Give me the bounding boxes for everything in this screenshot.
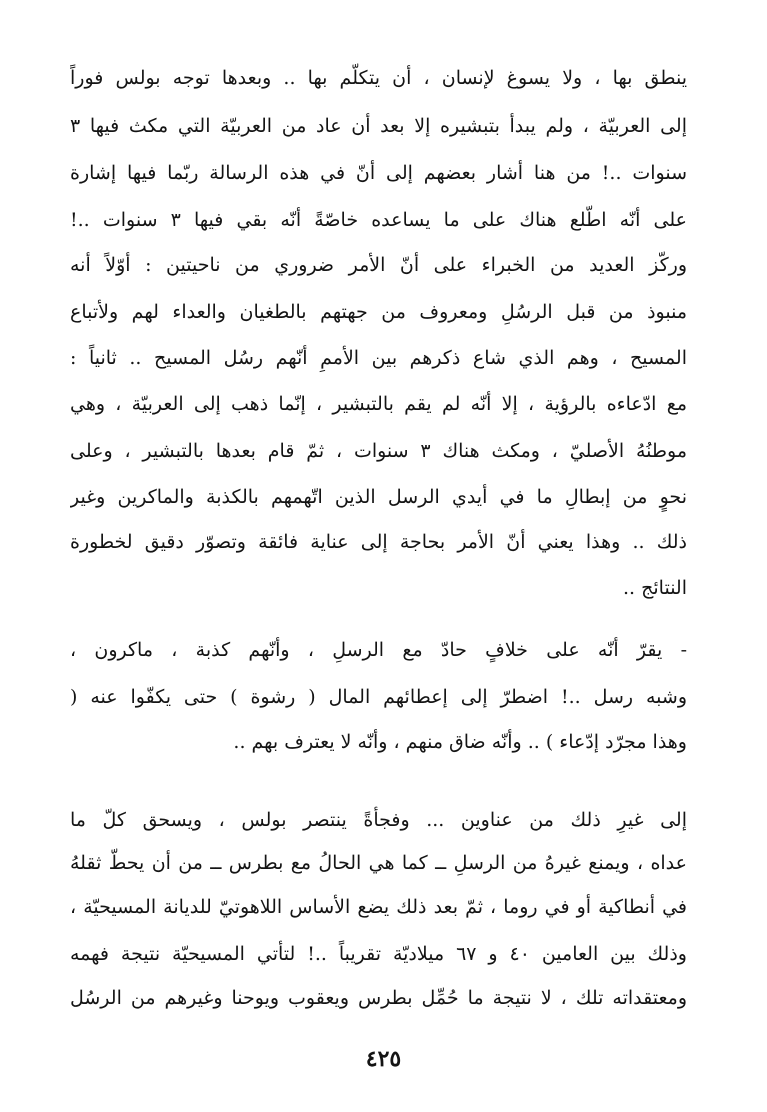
text-line: موطنُهُ الأصليّ ، ومكث هناك ٣ سنوات ، ثمّ قام بعدها بالتبشير ، وعلى — [70, 440, 687, 462]
text-line: المسيح ، وهم الذي شاع ذكرهم بين الأممِ أنّهم رسُل المسيح .. ثانياً : — [70, 347, 687, 369]
text-line: وذلك بين العامين ٤٠ و ٦٧ ميلاديّة تقريباً ..! لتأتي المسيحيّة نتيجة فهمه — [70, 943, 687, 965]
text-line: عداه ، ويمنع غيرهُ من الرسلِ ــ كما هي الحالُ مع بطرس ــ من أن يحطّ ثقلهُ — [70, 852, 687, 874]
bullet-line: - يقرّ أنّه على خلافٍ حادّ مع الرسلِ ، وأنّهم كذبة ، ماكرون ، — [70, 639, 687, 661]
text-line: ذلك .. وهذا يعني أنّ الأمر بحاجة إلى عناية فائقة وتصوّر دقيق لخطورة — [70, 531, 687, 553]
text-line: إلى غيرِ ذلك من عناوين ... وفجأةً ينتصر بولس ، ويسحق كلّ ما — [70, 809, 687, 831]
text-line: مع ادّعاءه بالرؤية ، إلا أنّه لم يقم بالتبشير ، إنّما ذهب إلى العربيّة ، وهي — [70, 393, 687, 415]
text-line: في أنطاكية أو في روما ، ثمّ بعد ذلك يضع الأساس اللاهوتيّ للديانة المسيحيّة ، — [70, 896, 687, 918]
text-line: نحوٍ من إبطالِ ما في أيدي الرسل الذين اتّهمهم بالكذبة والماكرين وغير — [70, 486, 687, 508]
text-line: إلى العربيّة ، ولم يبدأ بتبشيره إلا بعد أن عاد من العربيّة التي مكث فيها ٣ — [70, 115, 687, 137]
text-line: ومعتقداته تلك ، لا نتيجة ما حُمِّل بطرس ويعقوب ويوحنا وغيرهم من الرسُل — [70, 987, 687, 1009]
text-line: ينطق بها ، ولا يسوغ لإنسان ، أن يتكلّم بها .. وبعدها توجه بولس فوراً — [70, 67, 687, 89]
text-line: سنوات ..! من هنا أشار بعضهم إلى أنّ في هذه الرسالة ربّما فيها إشارة — [70, 162, 687, 184]
text-line: على أنّه اطّلع هناك على ما يساعده خاصّةً أنّه بقي فيها ٣ سنوات ..! — [70, 209, 687, 231]
bullet-line: وشبه رسل ..! اضطرّ إلى إعطائهم المال ( رشوة ) حتى يكفّوا عنه ( — [70, 686, 687, 708]
text-line-last: النتائج .. — [623, 577, 687, 599]
text-line: منبوذ من قبل الرسُلِ ومعروف من جهتهم بالطغيان والعداء لهم ولأتباع — [70, 301, 687, 323]
bullet-line-last: وهذا مجرّد إدّعاء ) .. وأنّه ضاق منهم ، وأنّه لا يعترف بهم .. — [233, 731, 687, 753]
text-line: وركّز العديد من الخبراء على أنّ الأمر ضروري من ناحيتين : أوّلاً أنه — [70, 254, 687, 276]
page-number: ٤٢٥ — [365, 1046, 402, 1072]
